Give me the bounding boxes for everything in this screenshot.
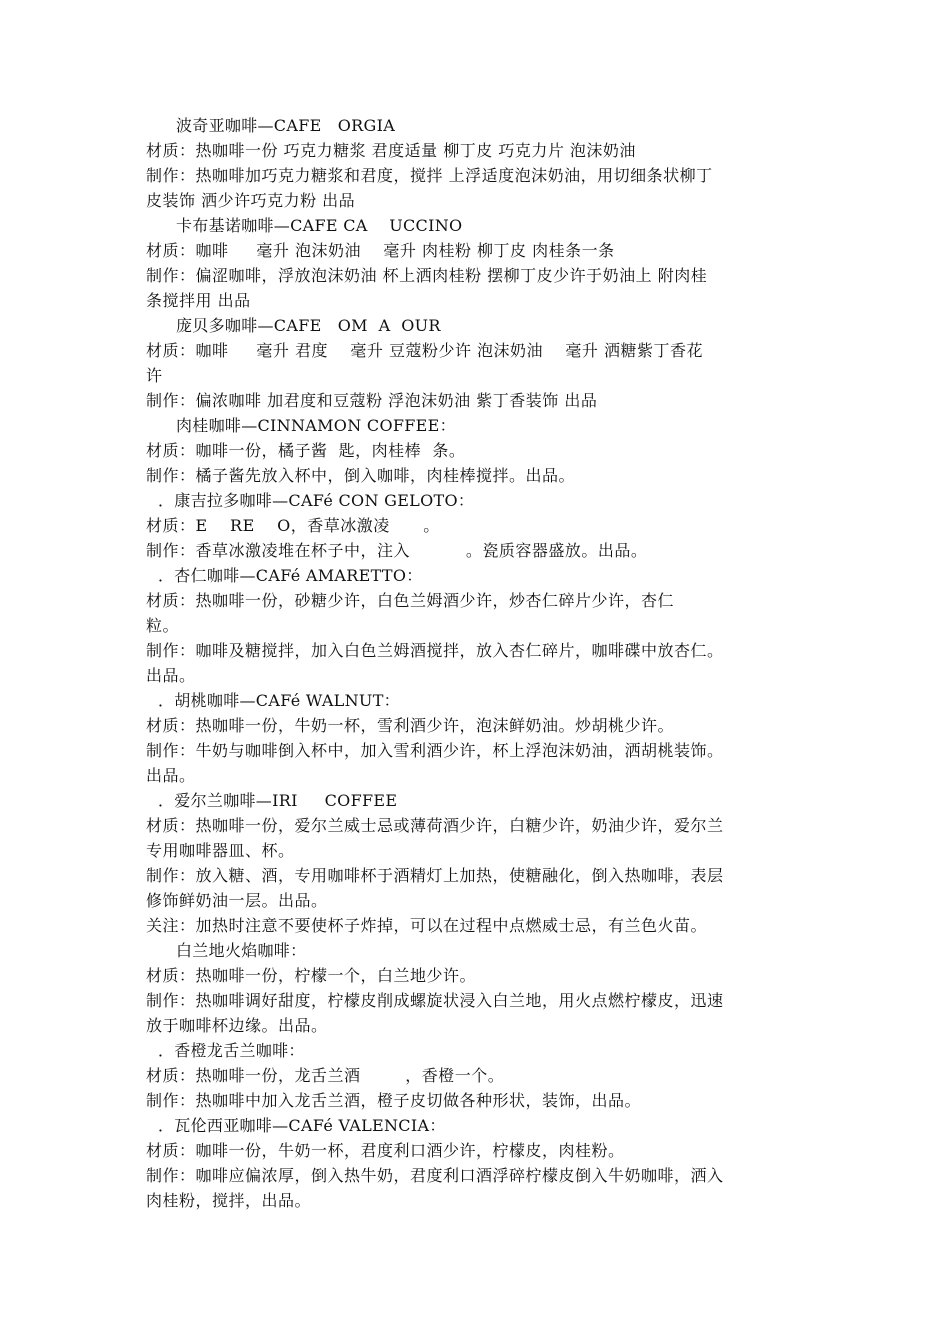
recipe-text-line: 皮装饰 洒少许巧克力粉 出品 xyxy=(146,191,356,210)
recipe-text-line: 材质：咖啡一份，橘子酱 匙，肉桂棒 条。 xyxy=(146,441,466,460)
recipe-title: ．瓦伦西亚咖啡—CAFé VALENCIA： xyxy=(158,1116,446,1135)
recipe-text-line: 制作：香草冰激凌堆在杯子中，注入 。瓷质容器盛放。出品。 xyxy=(146,541,648,560)
recipe-text-line: 关注：加热时注意不要使杯子炸掉，可以在过程中点燃威士忌，有兰色火苗。 xyxy=(146,916,708,935)
recipe-title: ．爱尔兰咖啡—IRI COFFEE xyxy=(158,791,398,810)
recipe-text-line: 粒。 xyxy=(146,616,180,635)
recipe-text-line: 制作：热咖啡调好甜度，柠檬皮削成螺旋状浸入白兰地，用火点燃柠檬皮，迅速 xyxy=(146,991,724,1010)
recipe-text-line: 材质：热咖啡一份 巧克力糖浆 君度适量 柳丁皮 巧克力片 泡沫奶油 xyxy=(146,141,636,160)
recipe-text-line: 材质：热咖啡一份，牛奶一杯，雪利酒少许，泡沫鲜奶油。炒胡桃少许。 xyxy=(146,716,675,735)
recipe-text-line: 修饰鲜奶油一层。出品。 xyxy=(146,891,328,910)
recipe-title: 波奇亚咖啡—CAFE ORGIA xyxy=(176,116,396,135)
document-body xyxy=(146,113,810,1213)
recipe-text-line: 制作：偏涩咖啡，浮放泡沫奶油 杯上洒肉桂粉 摆柳丁皮少许于奶油上 附肉桂 xyxy=(146,266,708,285)
recipe-text-line: 放于咖啡杯边缘。出品。 xyxy=(146,1016,328,1035)
recipe-text-line: 材质：咖啡一份，牛奶一杯，君度利口酒少许，柠檬皮，肉桂粉。 xyxy=(146,1141,625,1160)
recipe-text-line: 制作：橘子酱先放入杯中，倒入咖啡，肉桂棒搅拌。出品。 xyxy=(146,466,576,485)
recipe-title: ．胡桃咖啡—CAFé WALNUT： xyxy=(158,691,400,710)
recipe-text-line: 材质：热咖啡一份，柠檬一个，白兰地少许。 xyxy=(146,966,477,985)
recipe-text-line: 材质：热咖啡一份，砂糖少许，白色兰姆酒少许，炒杏仁碎片少许，杏仁 xyxy=(146,591,675,610)
recipe-title: ．香橙龙舌兰咖啡： xyxy=(158,1041,305,1060)
recipe-text-line: 材质：E RE O，香草冰激凌 。 xyxy=(146,516,440,535)
recipe-text-line: 条搅拌用 出品 xyxy=(146,291,251,310)
recipe-title: ．康吉拉多咖啡—CAFé CON GELOTO： xyxy=(158,491,475,510)
recipe-text-line: 专用咖啡器皿、杯。 xyxy=(146,841,295,860)
recipe-text-line: 制作：牛奶与咖啡倒入杯中，加入雪利酒少许，杯上浮泡沫奶油，洒胡桃装饰。 xyxy=(146,741,724,760)
recipe-text-line: 制作：热咖啡加巧克力糖浆和君度，搅拌 上浮适度泡沫奶油，用切细条状柳丁 xyxy=(146,166,713,185)
recipe-text-line: 材质：热咖啡一份，爱尔兰威士忌或薄荷酒少许，白糖少许，奶油少许，爱尔兰 xyxy=(146,816,724,835)
recipe-text-line: 出品。 xyxy=(146,666,196,685)
recipe-text-line: 制作：放入糖、酒，专用咖啡杯于酒精灯上加热，使糖融化，倒入热咖啡，表层 xyxy=(146,866,724,885)
recipe-text-line: 制作：热咖啡中加入龙舌兰酒，橙子皮切做各种形状，装饰，出品。 xyxy=(146,1091,642,1110)
recipe-text-line: 许 xyxy=(146,366,163,385)
recipe-title: 卡布基诺咖啡—CAFE CA UCCINO xyxy=(176,216,463,235)
recipe-text-line: 制作：咖啡及糖搅拌，加入白色兰姆酒搅拌，放入杏仁碎片，咖啡碟中放杏仁。 xyxy=(146,641,724,660)
recipe-text-line: 出品。 xyxy=(146,766,196,785)
recipe-title: ．杏仁咖啡—CAFé AMARETTO： xyxy=(158,566,423,585)
recipe-text-line: 制作：偏浓咖啡 加君度和豆蔻粉 浮泡沫奶油 紫丁香装饰 出品 xyxy=(146,391,598,410)
recipe-title: 庞贝多咖啡—CAFE OM A OUR xyxy=(176,316,441,335)
recipe-text-line: 肉桂粉，搅拌，出品。 xyxy=(146,1191,312,1210)
recipe-title: 白兰地火焰咖啡： xyxy=(176,941,307,960)
recipe-text-line: 制作：咖啡应偏浓厚，倒入热牛奶，君度利口酒浮碎柠檬皮倒入牛奶咖啡，洒入 xyxy=(146,1166,724,1185)
recipe-text-line: 材质：热咖啡一份，龙舌兰酒 ，香橙一个。 xyxy=(146,1066,505,1085)
recipe-text-line: 材质：咖啡 毫升 泡沫奶油 毫升 肉桂粉 柳丁皮 肉桂条一条 xyxy=(146,241,615,260)
recipe-text-line: 材质：咖啡 毫升 君度 毫升 豆蔻粉少许 泡沫奶油 毫升 洒糖紫丁香花 xyxy=(146,341,703,360)
recipe-title: 肉桂咖啡—CINNAMON COFFEE： xyxy=(176,416,456,435)
